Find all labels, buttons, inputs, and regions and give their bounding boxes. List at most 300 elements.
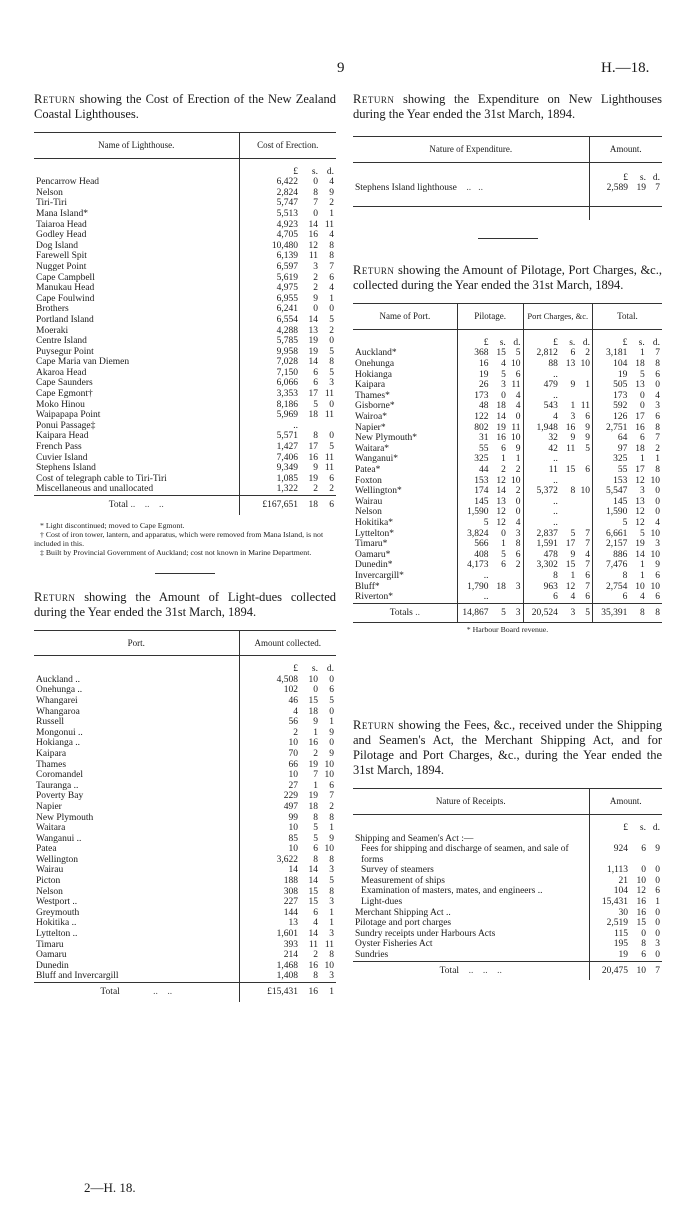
row-label-cell (353, 876, 589, 887)
pilotage-shillings: 2 (501, 465, 506, 475)
pilotage-pence: 1 (515, 454, 521, 465)
amount-shillings: 11 (308, 939, 318, 950)
amount-pence: 0 (329, 431, 334, 442)
col-header-pilotage: Pilotage. (457, 304, 523, 330)
table-row (34, 961, 336, 972)
table-row (34, 209, 336, 220)
amount-pence: 0 (655, 907, 660, 918)
pilotage-shillings: 12 (496, 507, 506, 518)
port-charges-pounds: 88 (523, 359, 560, 370)
row-label: Onehunga (355, 359, 395, 370)
row-label-cell (34, 368, 239, 379)
row-label: Wairoa* (355, 412, 387, 423)
amount-pounds: 19 (589, 950, 630, 961)
port-charges-pounds: 2,812 (523, 348, 560, 359)
total-pence: 10 (650, 549, 660, 560)
total-shillings: 16 (635, 422, 645, 433)
signature-mark: 2—H. 18. (84, 1180, 136, 1195)
total-shillings: 18 (635, 359, 645, 370)
row-label: Kaipara (36, 748, 67, 759)
total-pence: 7 (655, 348, 660, 359)
amount-pence: 10 (324, 844, 334, 855)
total-pence: 3 (655, 539, 660, 550)
col-header-name: Name of Lighthouse. (34, 133, 239, 159)
amount-pence: 9 (655, 844, 660, 855)
amount-pence: 11 (324, 410, 334, 421)
amount-pence (648, 834, 662, 845)
document-reference: H.—18. (601, 60, 650, 76)
table-row (34, 834, 336, 845)
table-row (34, 484, 336, 495)
row-label-cell (34, 484, 239, 495)
total-pounds: 153 (592, 476, 629, 487)
col-header-port: Port. (34, 630, 239, 656)
table-row (34, 389, 336, 400)
return-word: Return (353, 263, 395, 278)
amount-pence: 3 (329, 897, 334, 908)
row-label: Hokitika* (355, 517, 393, 528)
port-charges-pounds: 2,837 (523, 529, 560, 540)
total-pence: 6 (320, 496, 336, 515)
amount-pence: 8 (329, 950, 334, 961)
total-pence: 6 (655, 412, 660, 423)
row-label: Pencarrow Head (36, 177, 100, 188)
amount-pounds: 3,353 (239, 389, 300, 400)
pilotage-return-title (353, 263, 662, 293)
row-label: Wellington* (355, 486, 402, 497)
amount-pounds: 2,519 (589, 918, 630, 929)
table-row (353, 486, 662, 497)
pilotage-pounds: 44 (457, 465, 490, 476)
row-label: Stephens Island (36, 463, 96, 474)
row-label: Akaroa Head (36, 367, 87, 378)
amount-pounds: 13 (239, 918, 300, 929)
row-label: Pilotage and port charges (355, 918, 452, 929)
cost-table-body (34, 158, 336, 495)
row-label: New Plymouth (36, 812, 94, 823)
amount-shillings: 6 (313, 844, 318, 855)
total-shillings: 17 (635, 465, 645, 475)
amount-pence: 4 (329, 177, 334, 188)
amount-pence: 11 (324, 389, 334, 400)
page-number: 9 (337, 60, 345, 76)
amount-shillings: 14 (308, 865, 318, 876)
amount-pence: 0 (655, 865, 660, 876)
table-row (34, 357, 336, 368)
col-header-nature: Nature of Receipts. (353, 789, 589, 815)
pilotage-pence: 10 (511, 433, 521, 444)
total-pounds: 2,157 (592, 539, 629, 550)
row-label-cell (34, 336, 239, 347)
port-charges-shillings: 17 (565, 539, 576, 550)
cost-footnotes (34, 521, 336, 557)
amount-pence: 3 (329, 378, 334, 389)
row-label: Waitara* (355, 443, 390, 454)
amount-pounds: .. (239, 421, 300, 432)
amount-pence: 11 (324, 452, 334, 463)
pilotage-table-body (353, 329, 662, 603)
amount-shillings: 1 (313, 780, 318, 791)
amount-pounds: 4,923 (239, 220, 300, 231)
amount-pounds: 497 (239, 802, 300, 813)
row-label: Sundries (355, 950, 389, 961)
port-charges-pounds: .. (523, 476, 560, 487)
port-charges-pounds: .. (523, 370, 560, 381)
amount-shillings: 6 (641, 950, 646, 961)
amount-pence: 1 (329, 907, 334, 918)
row-label: Oyster Fisheries Act (355, 939, 433, 950)
total-pence: 1 (655, 454, 660, 465)
table-row (34, 855, 336, 866)
port-charges-shillings (560, 497, 577, 508)
return-word: Return (34, 92, 76, 106)
pilotage-shillings: 1 (501, 539, 506, 550)
pilotage-shillings: 5 (501, 369, 506, 380)
row-label: Whangarei (36, 695, 78, 706)
row-label-cell (353, 518, 457, 529)
amount-shillings: 2 (313, 283, 318, 294)
total-pounds: 145 (592, 497, 629, 508)
row-label: Merchant Shipping Act .. (355, 907, 451, 918)
row-label-cell (34, 749, 239, 760)
amount-pounds: 104 (589, 886, 630, 897)
port-charges-shillings: 9 (570, 549, 576, 560)
row-label-cell (353, 412, 457, 423)
amount-pence: 9 (329, 833, 334, 844)
amount-shillings: 9 (313, 293, 318, 304)
table-row (353, 391, 662, 402)
row-label-cell (34, 728, 239, 739)
total-shillings: 1 (639, 560, 645, 571)
table-row (34, 865, 336, 876)
amount-pence: 3 (655, 939, 660, 950)
port-charges-pence: 7 (585, 528, 590, 539)
amount-pounds: 7,150 (239, 368, 300, 379)
table-row (353, 412, 662, 423)
row-label: Nelson (36, 187, 63, 198)
total-pence: 10 (650, 475, 660, 486)
amount-shillings (300, 421, 320, 432)
amount-pence: 11 (324, 463, 334, 474)
row-label-cell (34, 717, 239, 728)
amount-pence: 3 (329, 929, 334, 940)
total-shillings: 0 (639, 390, 645, 401)
total-shillings: 12 (635, 475, 645, 486)
unit-shillings: s. (311, 664, 318, 675)
table-row (353, 518, 662, 529)
fees-return-title-text: showing the Fees, &c., received under the Shipping and Seamen's Act, the Merchant Shipping Act, and for Pilotage and Port Charges, &c., during the Year ended the 31st March, 1894. (353, 718, 662, 778)
amount-pence: 0 (655, 950, 660, 961)
row-label-cell (34, 823, 239, 834)
total-pounds: £15,431 (239, 983, 300, 1002)
amount-pence: 5 (329, 695, 334, 706)
pilotage-shillings: 12 (496, 517, 506, 528)
total-shillings: 4 (639, 592, 645, 603)
row-label: Tiri-Tiri (36, 198, 67, 209)
row-label: Riverton* (355, 592, 393, 603)
row-label-cell (34, 844, 239, 855)
pilotage-pence: 6 (515, 369, 521, 380)
amount-pence: 5 (329, 442, 334, 453)
row-label-cell (34, 209, 239, 220)
amount-pounds: 6,139 (239, 251, 300, 262)
port-charges-pounds: 478 (523, 550, 560, 561)
row-label-cell (34, 897, 239, 908)
row-label-cell (34, 315, 239, 326)
total-pence: 6 (655, 570, 660, 581)
pilotage-pence: 11 (511, 380, 521, 391)
pilotage-pounds: 173 (457, 391, 490, 402)
pilotage-pounds: 174 (457, 486, 490, 497)
amount-pence: 3 (329, 865, 334, 876)
pilotage-table (353, 303, 662, 622)
pilotage-pounds: 1,790 (457, 582, 490, 593)
row-label-cell (34, 738, 239, 749)
amount-shillings: 14 (308, 929, 318, 940)
amount-pence: 1 (329, 717, 334, 728)
totals-label: Totals (389, 607, 413, 618)
row-label-cell (34, 865, 239, 876)
row-label-cell (34, 940, 239, 951)
row-label: Timaru* (355, 539, 388, 550)
table-row (34, 696, 336, 707)
total-pence: 10 (650, 581, 660, 592)
table-row (353, 929, 662, 940)
table-row (34, 177, 336, 188)
amount-pence: 0 (655, 918, 660, 929)
row-label: Kaipara Head (36, 431, 89, 442)
row-label: Godley Head (36, 230, 87, 241)
table-row (353, 539, 662, 550)
table-row (353, 507, 662, 518)
lightdues-return-title (34, 590, 336, 620)
row-label-cell (34, 707, 239, 718)
table-row (34, 887, 336, 898)
unit-pounds: £ (239, 656, 300, 675)
amount-shillings: 16 (636, 907, 646, 918)
col-header-cost: Cost of Erection. (239, 133, 336, 159)
port-charges-pence: 7 (585, 560, 590, 571)
amount-shillings: 19 (308, 791, 318, 802)
total-pounds: £167,651 (239, 496, 300, 515)
port-charges-pence: 10 (580, 486, 590, 497)
row-label-cell (353, 476, 457, 487)
return-word: Return (353, 718, 395, 733)
amount-pounds: 1,113 (589, 865, 630, 876)
total-pounds: 55 (592, 465, 629, 476)
table-row (353, 497, 662, 508)
row-label: Napier (36, 801, 62, 812)
port-charges-pence: 6 (585, 412, 590, 423)
table-row (34, 823, 336, 834)
row-label: Sundry receipts under Harbours Acts (355, 928, 496, 939)
row-label: Ponui Passage‡ (36, 420, 96, 431)
amount-pence (320, 421, 336, 432)
amount-shillings: 0 (313, 685, 318, 696)
amount-shillings: 0 (313, 208, 318, 219)
total-pence: 4 (655, 390, 660, 401)
total-shillings: 17 (635, 412, 645, 423)
table-row (34, 728, 336, 739)
row-label: Onehunga .. (36, 685, 83, 696)
table-row (353, 444, 662, 455)
row-label-cell (34, 326, 239, 337)
amount-shillings: 14 (308, 314, 318, 325)
row-label: Hokitika .. (36, 918, 77, 929)
total-pounds: 19 (592, 370, 629, 381)
row-label: Patea (36, 844, 57, 855)
amount-pounds: 3,622 (239, 855, 300, 866)
table-row (34, 770, 336, 781)
amount-pence: 8 (329, 357, 334, 368)
total-pence: 9 (655, 560, 660, 571)
table-row (353, 865, 662, 876)
row-label: Fees for shipping and discharge of seamen, and sale of forms (361, 844, 569, 865)
pilotage-shillings (490, 592, 507, 603)
row-label: Portland Island (36, 314, 94, 325)
row-label: Lyttelton .. (36, 929, 78, 940)
amount-pence: 6 (329, 685, 334, 696)
row-label: Measurement of ships (361, 875, 445, 886)
table-row (34, 315, 336, 326)
pilotage-pence: 10 (511, 475, 521, 486)
amount-pence: 1 (329, 208, 334, 219)
pilotage-pence: 4 (515, 390, 521, 401)
table-row (353, 550, 662, 561)
port-charges-pounds: 543 (523, 401, 560, 412)
amount-shillings: 6 (313, 378, 318, 389)
row-label-cell (34, 304, 239, 315)
amount-pence: 8 (329, 812, 334, 823)
port-charges-shillings: 3 (570, 412, 576, 423)
amount-shillings: 5 (313, 823, 318, 834)
table-row (34, 336, 336, 347)
amount-pounds: 229 (239, 791, 300, 802)
table-row (34, 442, 336, 453)
table-row (34, 421, 336, 432)
amount-pounds: 9,958 (239, 347, 300, 358)
total-pounds: 97 (592, 444, 629, 455)
table-row (34, 717, 336, 728)
port-charges-shillings (560, 391, 577, 402)
amount-pounds: 227 (239, 897, 300, 908)
unit-pence: d. (326, 166, 334, 177)
pilotage-pounds: 122 (457, 412, 490, 423)
pilotage-pounds: 153 (457, 476, 490, 487)
port-charges-pounds: .. (523, 497, 560, 508)
table-row (34, 400, 336, 411)
amount-pounds: 6,955 (239, 294, 300, 305)
amount-shillings: 16 (308, 230, 318, 241)
table-row (34, 198, 336, 209)
row-label-cell (34, 876, 239, 887)
row-label-cell (353, 865, 589, 876)
unit-pounds: £ (239, 158, 300, 177)
port-charges-shillings: 1 (570, 570, 576, 581)
amount-shillings: 3 (313, 261, 318, 272)
amount-pounds: 188 (239, 876, 300, 887)
row-label-cell (34, 802, 239, 813)
amount-shillings: 11 (308, 251, 318, 262)
amount-shillings: 1 (313, 727, 318, 738)
row-label: Bluff and Invercargill (36, 971, 119, 982)
row-label-cell (34, 378, 239, 389)
divider (155, 573, 215, 574)
total-pence: 0 (655, 507, 660, 518)
amount-pence: 4 (329, 283, 334, 294)
row-label: Wairau (36, 865, 64, 876)
table-row (353, 465, 662, 476)
table-row (353, 908, 662, 919)
row-label-cell (353, 908, 589, 919)
row-label: Wanganui .. (36, 833, 82, 844)
right-column (353, 92, 662, 980)
row-label-cell (353, 423, 457, 434)
amount-pounds: 214 (239, 950, 300, 961)
pilotage-pence: 4 (515, 517, 521, 528)
row-label: Moeraki (36, 325, 69, 336)
amount-pence: 0 (329, 738, 334, 749)
amount-shillings: 2 (313, 748, 318, 759)
amount-shillings: 18 (308, 706, 318, 717)
row-label: Puysegur Point (36, 346, 94, 357)
amount-shillings: 0 (641, 928, 646, 939)
footnote: † Cost of iron tower, lantern, and apparatus, which were removed from Mana Island, is not included in this. (34, 529, 324, 548)
amount-pounds: 5,969 (239, 410, 300, 421)
port-charges-pence: 4 (585, 549, 590, 560)
pilotage-pence: 3 (515, 581, 521, 592)
pilotage-shillings: 0 (501, 390, 506, 401)
amount-pounds: 7,406 (239, 453, 300, 464)
total-pounds: 104 (592, 359, 629, 370)
row-label-cell (34, 834, 239, 845)
amount-pence: 5 (329, 346, 334, 357)
row-label: Foxton (355, 475, 382, 486)
amount-pounds: 2 (239, 728, 300, 739)
amount-pounds: 30 (589, 908, 630, 919)
row-label-cell (34, 230, 239, 241)
port-charges-pence: 6 (585, 592, 590, 603)
total-label: Total .. .. (34, 983, 239, 1002)
amount-shillings: 19 (308, 346, 318, 357)
amount-pounds: 6,597 (239, 262, 300, 273)
pilotage-shillings: 14 (496, 412, 506, 423)
amount-pounds: 66 (239, 760, 300, 771)
totals-row: Totals .. 14,867 5 3 20,524 3 5 35,391 8 8 (353, 603, 662, 622)
table-row (34, 897, 336, 908)
table-row (353, 454, 662, 465)
table-row (353, 897, 662, 908)
amount-pence: 0 (329, 304, 334, 315)
units-row (34, 158, 336, 177)
table-row (353, 918, 662, 929)
pilotage-pence: 0 (515, 507, 521, 518)
total-pounds: 8 (592, 571, 629, 582)
row-label: Auckland .. (36, 674, 81, 685)
lightdues-table-body (34, 656, 336, 983)
amount-shillings: 0 (313, 304, 318, 315)
row-label: Wanganui* (355, 454, 399, 465)
amount-pence: 0 (655, 875, 660, 886)
total-label: Total (439, 965, 460, 976)
amount-shillings: 6 (313, 907, 318, 918)
table-row (353, 401, 662, 412)
table-row (34, 929, 336, 940)
amount-pence: 5 (329, 876, 334, 887)
row-label-cell (353, 370, 457, 381)
table-row (34, 791, 336, 802)
pilotage-pounds: 26 (457, 380, 490, 391)
